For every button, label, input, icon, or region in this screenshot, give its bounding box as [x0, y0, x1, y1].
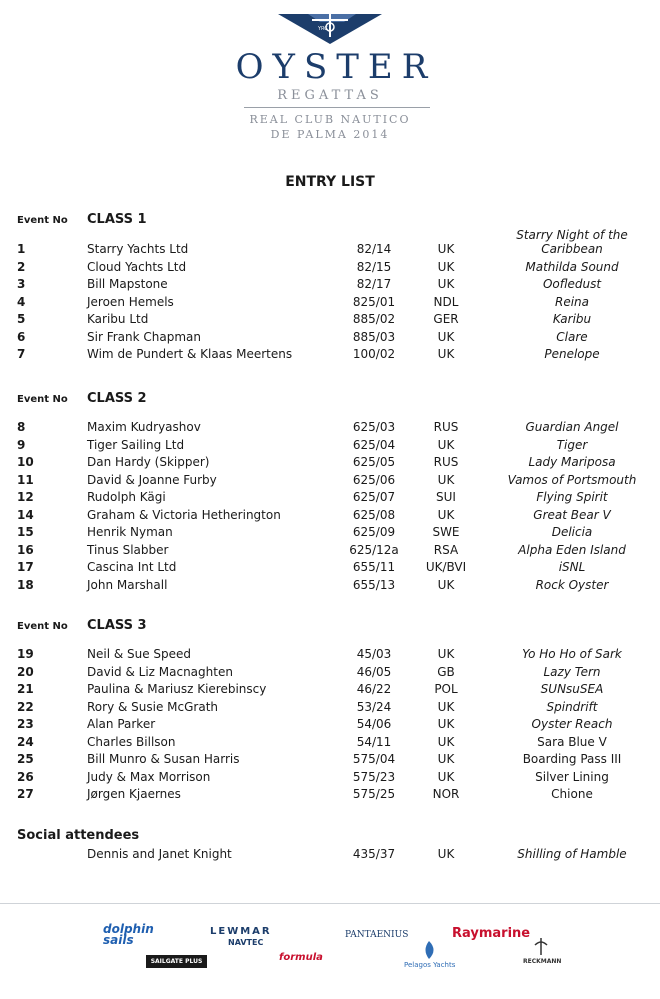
entrant-name: Tinus Slabber [87, 542, 169, 557]
yacht-name: Clare [556, 329, 588, 344]
entry-row [0, 347, 660, 365]
social-attendees-heading: Social attendees [17, 828, 140, 843]
lewmar-logo: LEWMAR [210, 926, 272, 937]
social-row [0, 847, 660, 865]
entry-number: 23 [17, 717, 34, 732]
entry-number: 6 [17, 329, 26, 344]
sail-number: 625/05 [352, 455, 396, 470]
nationality: RSA [433, 542, 459, 557]
sail-number: 625/07 [352, 490, 396, 505]
entry-number: 8 [17, 420, 26, 434]
yacht-name: Sara Blue V [537, 734, 607, 749]
page-title: ENTRY LIST [285, 174, 375, 190]
entry-row [0, 473, 660, 491]
class-name: CLASS 2 [87, 391, 147, 406]
entrant-name: John Marshall [87, 577, 168, 592]
nationality: GB [437, 664, 455, 679]
entry-number: 16 [17, 542, 34, 557]
sail-number: 575/23 [352, 769, 396, 784]
entry-row [0, 682, 660, 700]
event-no-label: Event No [17, 394, 68, 405]
sail-number: 100/02 [352, 347, 396, 362]
yacht-name: Great Bear V [533, 507, 611, 522]
entry-row [0, 647, 660, 665]
entrant-name: Jørgen Kjaernes [87, 787, 181, 802]
entrant-name: David & Joanne Furby [87, 472, 217, 487]
entry-number: 18 [17, 577, 34, 592]
entry-row [0, 260, 660, 278]
entry-row [0, 717, 660, 735]
nationality: RUS [433, 420, 459, 434]
nationality: UK [437, 717, 455, 732]
yacht-name: Chione [551, 787, 593, 802]
sail-number: 885/02 [352, 312, 396, 327]
yacht-name: Tiger [556, 437, 588, 452]
sail-number: 825/01 [352, 294, 396, 309]
footer-divider [0, 903, 660, 904]
yacht-name: Starry Night of the Caribbean [516, 228, 628, 256]
navtec-logo: NAVTEC [228, 938, 264, 947]
event-no-label: Event No [17, 215, 68, 226]
yacht-name: Spindrift [546, 699, 598, 714]
yacht-name: Flying Spirit [536, 490, 608, 505]
sail-number: 625/04 [352, 437, 396, 452]
nationality: NDL [433, 294, 459, 309]
sail-number: 575/04 [352, 752, 396, 767]
nationality: GER [433, 312, 459, 327]
sail-number: 625/08 [352, 507, 396, 522]
entry-number: 12 [17, 490, 34, 505]
entrant-name: Alan Parker [87, 717, 156, 732]
entrant-name: Charles Billson [87, 734, 176, 749]
svg-text:YRC: YRC [318, 26, 328, 32]
entry-row [0, 420, 660, 438]
entrant-name: Maxim Kudryashov [87, 420, 201, 434]
yacht-name: Boarding Pass III [522, 752, 622, 767]
class-heading [17, 391, 637, 409]
entrant-name: Jeroen Hemels [87, 294, 174, 309]
yacht-name: Karibu [552, 312, 592, 327]
entry-number: 25 [17, 752, 34, 767]
entrant-name: Bill Munro & Susan Harris [87, 752, 240, 767]
nationality: UK [437, 242, 455, 256]
venue-line-2: DE PALMA 2014 [270, 128, 390, 141]
sail-number: 435/37 [352, 847, 396, 861]
oyster-burgee-logo [278, 11, 382, 45]
entry-number: 1 [17, 242, 26, 256]
nationality: UK [437, 472, 455, 487]
nationality: UK [437, 259, 455, 274]
sailgate-plus-logo: SAILGATE PLUS [146, 955, 207, 968]
entry-row [0, 490, 660, 508]
nationality: NOR [432, 787, 460, 802]
sail-number: 625/03 [352, 420, 396, 434]
entrant-name: Cloud Yachts Ltd [87, 259, 187, 274]
yacht-name: Rock Oyster [535, 577, 609, 592]
class-name: CLASS 1 [87, 212, 147, 227]
yacht-name: iSNL [558, 560, 586, 575]
entry-number: 10 [17, 455, 34, 470]
entry-number: 21 [17, 682, 34, 697]
nationality: SWE [432, 525, 460, 540]
nationality: UK [437, 347, 455, 362]
nationality: UK [437, 329, 455, 344]
entry-row [0, 735, 660, 753]
yacht-name: Silver Lining [535, 769, 609, 784]
yacht-name: Mathilda Sound [525, 259, 619, 274]
entry-number: 24 [17, 734, 34, 749]
pantaenius-logo: PANTAENIUS [345, 930, 409, 940]
entry-number: 7 [17, 347, 26, 362]
entry-number: 26 [17, 769, 34, 784]
nationality: UK [437, 647, 455, 661]
yacht-name: Guardian Angel [525, 420, 619, 434]
nationality: SUI [436, 490, 456, 505]
entrant-name: Wim de Pundert & Klaas Meertens [87, 347, 293, 362]
sail-number: 625/12a [349, 542, 399, 557]
yacht-name: Vamos of Portsmouth [507, 472, 637, 487]
entry-number: 5 [17, 312, 26, 327]
entrant-name: Henrik Nyman [87, 525, 173, 540]
sail-number: 885/03 [352, 329, 396, 344]
brand-subtitle: REGATTAS [277, 88, 383, 103]
nationality: UK [437, 769, 455, 784]
entry-row [0, 438, 660, 456]
entry-row [0, 543, 660, 561]
entry-number: 3 [17, 277, 26, 292]
sail-number: 46/22 [356, 682, 392, 697]
entry-number: 4 [17, 294, 26, 309]
pelagos-sail-icon [418, 940, 440, 960]
entry-number: 17 [17, 560, 34, 575]
entry-row [0, 312, 660, 330]
entry-row [0, 277, 660, 295]
event-no-label: Event No [17, 621, 68, 632]
entry-row [0, 770, 660, 788]
entry-row [0, 508, 660, 526]
yacht-name: Yo Ho Ho of Sark [522, 647, 622, 661]
entrant-name: Rudolph Kägi [87, 490, 166, 505]
entry-row [0, 330, 660, 348]
attendee-name: Dennis and Janet Knight [87, 847, 232, 861]
nationality: UK [437, 577, 455, 592]
header [0, 0, 660, 150]
nationality: UK [437, 277, 455, 292]
entry-number: 19 [17, 647, 34, 661]
entry-number: 27 [17, 787, 34, 802]
entry-row [0, 578, 660, 596]
entrant-name: Starry Yachts Ltd [87, 242, 189, 256]
entrant-name: Graham & Victoria Hetherington [87, 507, 281, 522]
entrant-name: Neil & Sue Speed [87, 647, 192, 661]
sail-number: 82/14 [356, 242, 392, 256]
entry-number: 9 [17, 437, 26, 452]
entrant-name: Rory & Susie McGrath [87, 699, 219, 714]
nationality: UK [437, 699, 455, 714]
entry-number: 2 [17, 259, 26, 274]
nationality: UK/BVI [425, 560, 467, 575]
sail-number: 54/11 [356, 734, 392, 749]
nationality: POL [434, 682, 458, 697]
entry-number: 14 [17, 507, 34, 522]
entrant-name: Dan Hardy (Skipper) [87, 455, 210, 470]
entry-row [0, 560, 660, 578]
sail-number: 625/06 [352, 472, 396, 487]
class-heading [17, 618, 637, 636]
entry-row [0, 700, 660, 718]
entry-row [0, 455, 660, 473]
yacht-name: Oyster Reach [531, 717, 613, 732]
formula-logo: formula [279, 952, 323, 963]
dolphin-sails-logo: dolphin sails [103, 922, 154, 947]
yacht-name: Lady Mariposa [528, 455, 616, 470]
entrant-name: Paulina & Mariusz Kierebinscy [87, 682, 267, 697]
entry-row [0, 665, 660, 683]
entry-number: 20 [17, 664, 34, 679]
entrant-name: Cascina Int Ltd [87, 560, 177, 575]
brand-title: OYSTER [235, 47, 437, 87]
sail-number: 82/15 [356, 259, 392, 274]
yacht-name: SUNsuSEA [540, 682, 604, 697]
raymarine-logo: Raymarine [452, 926, 531, 941]
entry-number: 22 [17, 699, 34, 714]
venue [0, 112, 660, 142]
entrant-name: David & Liz Macnaghten [87, 664, 233, 679]
entry-row [0, 525, 660, 543]
entry-number: 11 [17, 472, 34, 487]
yacht-name: Alpha Eden Island [518, 542, 626, 557]
entrant-name: Tiger Sailing Ltd [87, 437, 185, 452]
yacht-name: Oofledust [542, 277, 602, 292]
sail-number: 46/05 [356, 664, 392, 679]
sail-number: 625/09 [352, 525, 396, 540]
sail-number: 54/06 [356, 717, 392, 732]
yacht-name: Lazy Tern [543, 664, 601, 679]
entrant-name: Bill Mapstone [87, 277, 168, 292]
venue-line-1: REAL CLUB NAUTICO [249, 113, 411, 126]
entry-row [0, 295, 660, 313]
entry-row [0, 752, 660, 770]
header-divider [244, 107, 430, 108]
nationality: UK [437, 507, 455, 522]
yacht-name: Delicia [551, 525, 593, 540]
class-name: CLASS 3 [87, 618, 147, 633]
yacht-name: Reina [554, 294, 589, 309]
pelagos-yachts-logo: Pelagos Yachts [404, 961, 456, 969]
sail-number: 575/25 [352, 787, 396, 802]
yacht-name: Shilling of Hamble [517, 847, 627, 861]
yacht-name: Penelope [544, 347, 600, 362]
sail-number: 45/03 [356, 647, 392, 661]
sail-number: 82/17 [356, 277, 392, 292]
entry-row [0, 787, 660, 805]
sail-number: 655/13 [352, 577, 396, 592]
nationality: UK [437, 437, 455, 452]
sail-number: 53/24 [356, 699, 392, 714]
sail-number: 655/11 [352, 560, 396, 575]
reckmann-icon [532, 937, 550, 957]
nationality: UK [437, 752, 455, 767]
entrant-name: Judy & Max Morrison [87, 769, 211, 784]
entrant-name: Karibu Ltd [87, 312, 149, 327]
reckmann-logo: RECKMANN [523, 958, 562, 965]
nationality: RUS [433, 455, 459, 470]
entrant-name: Sir Frank Chapman [87, 329, 201, 344]
nationality: UK [437, 734, 455, 749]
entry-number: 15 [17, 525, 34, 540]
nationality: UK [437, 847, 455, 861]
